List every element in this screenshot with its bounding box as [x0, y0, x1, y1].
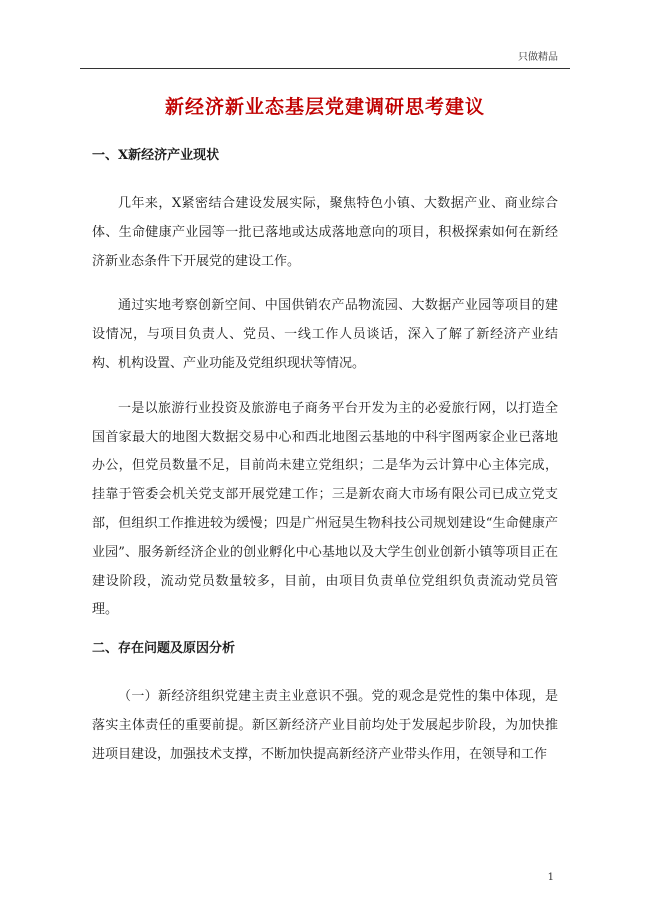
- page-number: 1: [547, 872, 554, 883]
- header-tag: 只做精品: [518, 52, 558, 63]
- section-heading-1: 一、X新经济产业现状: [92, 148, 220, 163]
- document-title: 新经济新业态基层党建调研思考建议: [164, 96, 485, 118]
- paragraph-1: 几年来，X紧密结合建设发展实际，聚焦特色小镇、大数据产业、商业综合体、生命健康产业园等一批已落地或达成落地意向的项目，积极探索如何在新经济新业态条件下开展党的建设工作。: [92, 196, 558, 269]
- document-body: [92, 148, 558, 786]
- paragraph-4: （一）新经济组织党建主责主业意识不强。党的观念是党性的集中体现，是落实主体责任的重要前提。新区新经济产业目前均处于发展起步阶段，为加快推进项目建设，加强技术支撑，不断加快提高新经济产业带头作用，在领导和工作: [92, 689, 558, 762]
- header-rule: [80, 68, 570, 69]
- paragraph-3: 一是以旅游行业投资及旅游电子商务平台开发为主的必爱旅行网，以打造全国首家最大的地图大数据交易中心和西北地图云基地的中科宇图两家企业已落地办公，但党员数量不足，目前尚未建立党组织；二是华为云计算中心主体完成，挂靠于管委会机关党支部开展党建工作；三是新农商大市场有限公司已成立党支部，但组织工作推进较为缓慢；四是广州冠昊生物科技公司规划建设“生命健康产业园”、服务新经济企业的创业孵化中心基地以及大学生创业创新小镇等项目正在建设阶段，流动党员数量较多，目前，由项目负责单位党组织负责流动党员管理。: [92, 400, 558, 618]
- section-heading-2: 二、存在问题及原因分析: [92, 641, 236, 657]
- paragraph-2: 通过实地考察创新空间、中国供销农产品物流园、大数据产业园等项目的建设情况，与项目负责人、党员、一线工作人员谈话，深入了解了新经济产业结构、机构设置、产业功能及党组织现状等情况。: [92, 298, 558, 371]
